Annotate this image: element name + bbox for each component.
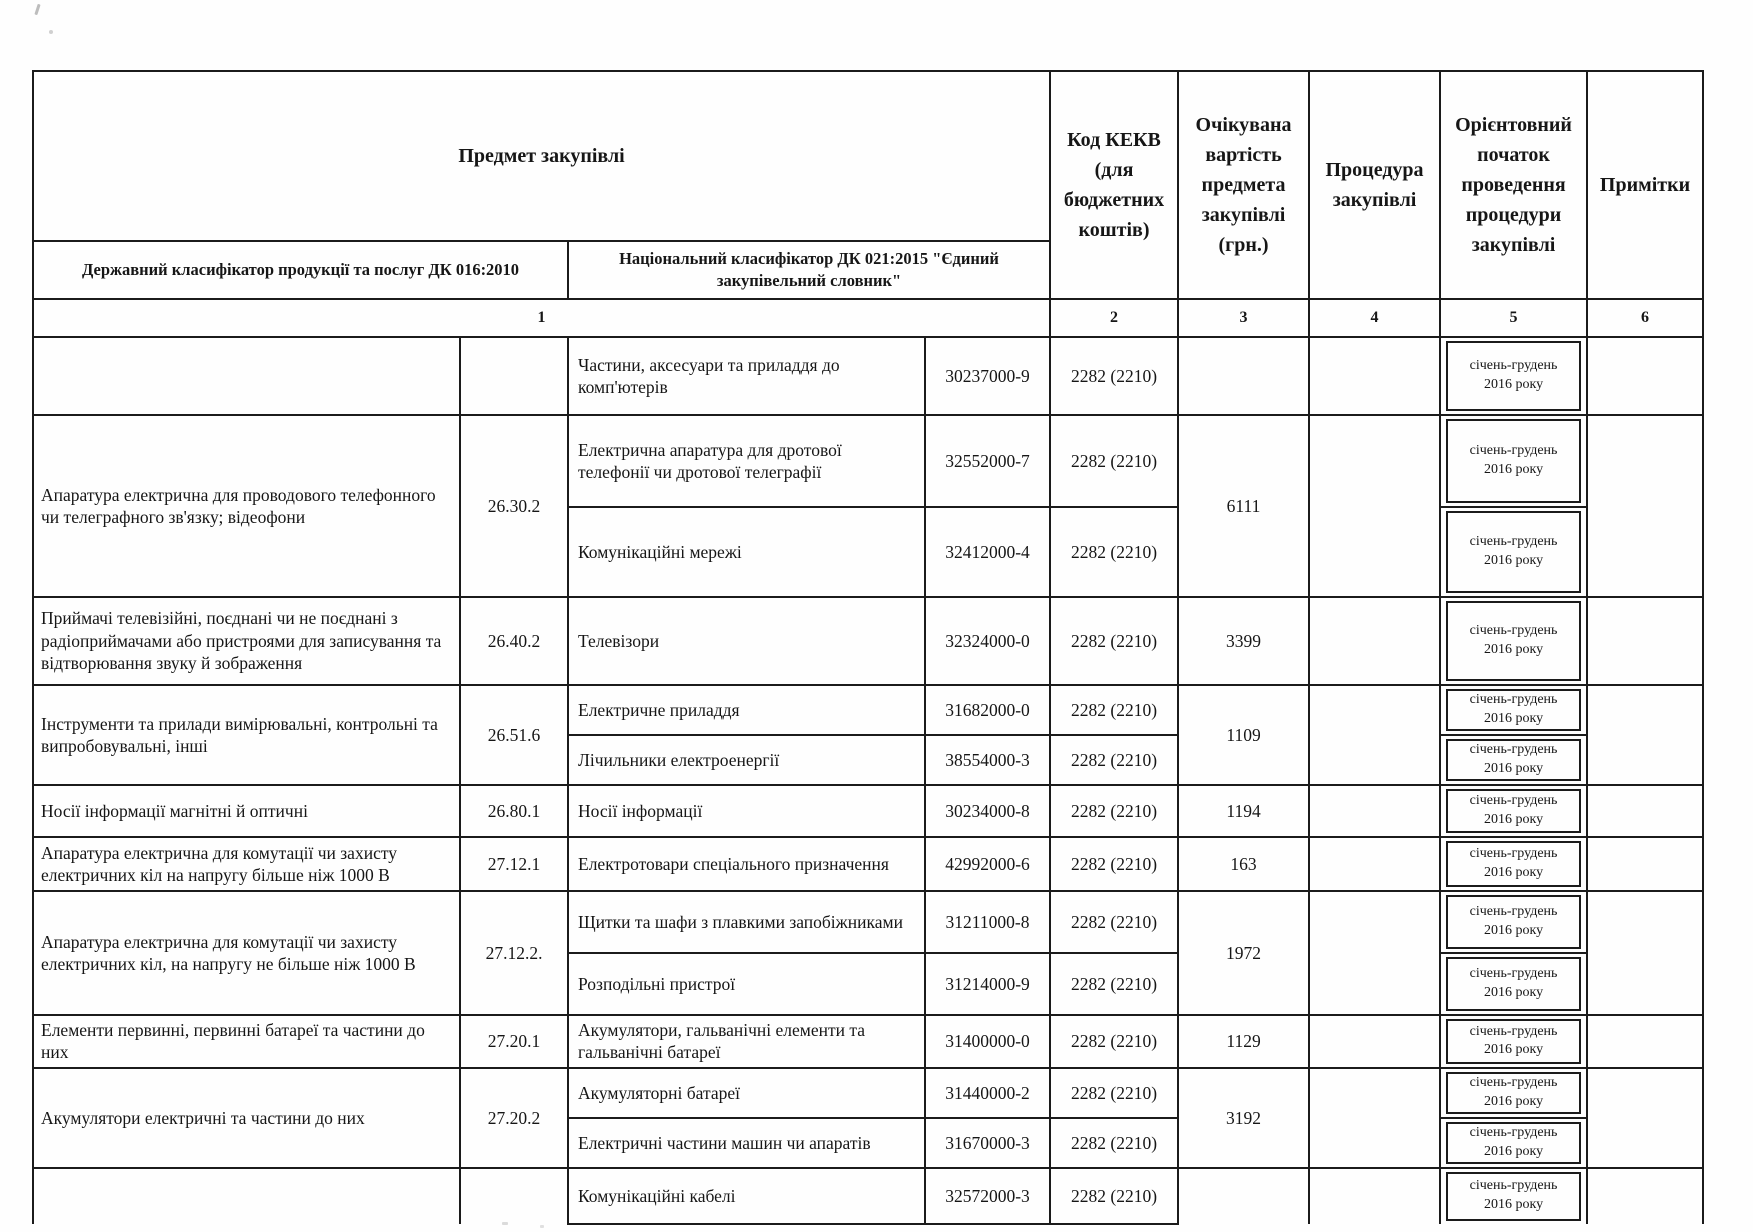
dk016-description-cell: Інструменти та прилади вимірювальні, контрольні та випробовувальні, інші — [33, 685, 460, 785]
header-kekv-code: Код КЕКВ (для бюджетних коштів) — [1050, 71, 1178, 299]
start-date-cell — [1440, 1068, 1587, 1118]
header-expected-value: Очікувана вартість предмета закупівлі (грн.) — [1178, 71, 1309, 299]
dk021-name-cell: Комунікаційні кабелі — [568, 1168, 925, 1224]
procedure-cell — [1309, 685, 1440, 785]
start-date-cell — [1440, 1168, 1587, 1224]
dk021-name-cell: Електротовари спеціального призначення — [568, 837, 925, 891]
notes-cell — [1587, 891, 1703, 1015]
procedure-cell — [1309, 1015, 1440, 1068]
header-procedure: Процедура закупівлі — [1309, 71, 1440, 299]
kekv-cell: 2282 (2210) — [1050, 1015, 1178, 1068]
dk016-code-cell: 27.12.2. — [460, 891, 568, 1015]
start-date-box: січень-грудень 2016 року — [1446, 511, 1581, 593]
dk021-name-cell: Розподільні пристрої — [568, 953, 925, 1015]
start-date-box: січень-грудень 2016 року — [1446, 419, 1581, 503]
kekv-cell: 2282 (2210) — [1050, 953, 1178, 1015]
kekv-cell: 2282 (2210) — [1050, 1068, 1178, 1118]
dk021-name-cell: Акумулятори, гальванічні елементи та гальванічні батареї — [568, 1015, 925, 1068]
table-row — [33, 1015, 1703, 1068]
start-date-box: січень-грудень 2016 року — [1446, 1019, 1581, 1064]
kekv-cell: 2282 (2210) — [1050, 891, 1178, 953]
kekv-cell: 2282 (2210) — [1050, 785, 1178, 837]
dk016-description-cell — [33, 1168, 460, 1224]
procedure-cell — [1309, 1068, 1440, 1168]
dk016-code-cell: 26.40.2 — [460, 597, 568, 685]
table-row — [33, 337, 1703, 415]
dk021-code-cell: 32324000-0 — [925, 597, 1050, 685]
table-row — [33, 837, 1703, 891]
procedure-cell — [1309, 1168, 1440, 1224]
dk021-code-cell: 31214000-9 — [925, 953, 1050, 1015]
column-number-2: 2 — [1050, 299, 1178, 337]
start-date-box: січень-грудень 2016 року — [1446, 789, 1581, 833]
column-number-4: 4 — [1309, 299, 1440, 337]
expected-value-cell — [1178, 337, 1309, 415]
table-row — [33, 785, 1703, 837]
notes-cell — [1587, 685, 1703, 785]
procedure-cell — [1309, 337, 1440, 415]
notes-cell — [1587, 1168, 1703, 1224]
header-notes: Примітки — [1587, 71, 1703, 299]
dk016-code-cell: 26.30.2 — [460, 415, 568, 597]
start-date-box: січень-грудень 2016 року — [1446, 341, 1581, 411]
start-date-cell — [1440, 507, 1587, 597]
expected-value-cell — [1178, 1168, 1309, 1224]
dk021-code-cell: 31670000-3 — [925, 1118, 1050, 1168]
dk016-code-cell: 27.20.1 — [460, 1015, 568, 1068]
dk016-code-cell: 26.80.1 — [460, 785, 568, 837]
dk021-code-cell: 31440000-2 — [925, 1068, 1050, 1118]
start-date-box: січень-грудень 2016 року — [1446, 841, 1581, 887]
dk016-code-cell: 27.20.2 — [460, 1068, 568, 1168]
start-date-box: січень-грудень 2016 року — [1446, 1122, 1581, 1164]
kekv-cell: 2282 (2210) — [1050, 1118, 1178, 1168]
notes-cell — [1587, 597, 1703, 685]
table-body — [33, 337, 1703, 1224]
expected-value-cell: 6111 — [1178, 415, 1309, 597]
header-classifier-dk021: Національний класифікатор ДК 021:2015 "Єдиний закупівельний словник" — [568, 241, 1050, 299]
start-date-box: січень-грудень 2016 року — [1446, 957, 1581, 1011]
dk021-name-cell: Частини, аксесуари та приладдя до комп'ютерів — [568, 337, 925, 415]
start-date-cell — [1440, 1015, 1587, 1068]
start-date-cell — [1440, 685, 1587, 735]
start-date-cell — [1440, 597, 1587, 685]
table-row — [33, 415, 1703, 507]
dk016-code-cell — [460, 337, 568, 415]
dk021-code-cell: 30237000-9 — [925, 337, 1050, 415]
column-number-5: 5 — [1440, 299, 1587, 337]
expected-value-cell: 1194 — [1178, 785, 1309, 837]
dk021-code-cell: 31211000-8 — [925, 891, 1050, 953]
dk021-code-cell: 31682000-0 — [925, 685, 1050, 735]
procedure-cell — [1309, 891, 1440, 1015]
dk021-code-cell: 38554000-3 — [925, 735, 1050, 785]
dk021-code-cell: 32412000-4 — [925, 507, 1050, 597]
dk021-name-cell: Щитки та шафи з плавкими запобіжниками — [568, 891, 925, 953]
scan-artifact — [49, 30, 53, 34]
start-date-cell — [1440, 953, 1587, 1015]
dk021-name-cell: Електричне приладдя — [568, 685, 925, 735]
column-number-6: 6 — [1587, 299, 1703, 337]
header-subject: Предмет закупівлі — [33, 71, 1050, 241]
start-date-box: січень-грудень 2016 року — [1446, 689, 1581, 731]
expected-value-cell: 3399 — [1178, 597, 1309, 685]
header-row-main — [33, 71, 1703, 241]
dk016-description-cell: Акумулятори електричні та частини до них — [33, 1068, 460, 1168]
start-date-box: січень-грудень 2016 року — [1446, 601, 1581, 681]
procedure-cell — [1309, 837, 1440, 891]
procurement-plan-table — [32, 70, 1704, 1225]
start-date-cell — [1440, 735, 1587, 785]
kekv-cell: 2282 (2210) — [1050, 837, 1178, 891]
dk016-description-cell: Елементи первинні, первинні батареї та частини до них — [33, 1015, 460, 1068]
dk021-code-cell: 32552000-7 — [925, 415, 1050, 507]
table-row — [33, 685, 1703, 735]
procedure-cell — [1309, 785, 1440, 837]
dk021-code-cell: 30234000-8 — [925, 785, 1050, 837]
kekv-cell: 2282 (2210) — [1050, 1168, 1178, 1224]
start-date-box: січень-грудень 2016 року — [1446, 895, 1581, 949]
column-numbers-row — [33, 299, 1703, 337]
dk016-code-cell: 26.51.6 — [460, 685, 568, 785]
column-number-3: 3 — [1178, 299, 1309, 337]
table-row — [33, 891, 1703, 953]
start-date-box: січень-грудень 2016 року — [1446, 1172, 1581, 1221]
dk021-code-cell: 32572000-3 — [925, 1168, 1050, 1224]
start-date-cell — [1440, 1118, 1587, 1168]
dk021-code-cell: 42992000-6 — [925, 837, 1050, 891]
kekv-cell: 2282 (2210) — [1050, 337, 1178, 415]
dk016-description-cell: Апаратура електрична для проводового телефонного чи телеграфного зв'язку; відеофони — [33, 415, 460, 597]
notes-cell — [1587, 1068, 1703, 1168]
dk016-description-cell: Апаратура електрична для комутації чи захисту електричних кіл на напругу більше ніж 1000 В — [33, 837, 460, 891]
notes-cell — [1587, 785, 1703, 837]
kekv-cell: 2282 (2210) — [1050, 415, 1178, 507]
procedure-cell — [1309, 597, 1440, 685]
dk021-code-cell: 31400000-0 — [925, 1015, 1050, 1068]
dk021-name-cell: Носії інформації — [568, 785, 925, 837]
start-date-cell — [1440, 837, 1587, 891]
scan-artifact — [540, 1225, 544, 1228]
expected-value-cell: 3192 — [1178, 1068, 1309, 1168]
scan-artifact — [34, 4, 40, 15]
kekv-cell: 2282 (2210) — [1050, 735, 1178, 785]
dk021-name-cell: Електричні частини машин чи апаратів — [568, 1118, 925, 1168]
kekv-cell: 2282 (2210) — [1050, 685, 1178, 735]
notes-cell — [1587, 337, 1703, 415]
expected-value-cell: 1109 — [1178, 685, 1309, 785]
dk016-description-cell — [33, 337, 460, 415]
dk021-name-cell: Комунікаційні мережі — [568, 507, 925, 597]
expected-value-cell: 163 — [1178, 837, 1309, 891]
expected-value-cell: 1972 — [1178, 891, 1309, 1015]
dk016-code-cell — [460, 1168, 568, 1224]
start-date-box: січень-грудень 2016 року — [1446, 739, 1581, 781]
kekv-cell: 2282 (2210) — [1050, 597, 1178, 685]
start-date-cell — [1440, 415, 1587, 507]
table-row — [33, 1068, 1703, 1118]
header-classifier-dk016: Державний класифікатор продукції та послуг ДК 016:2010 — [33, 241, 568, 299]
dk016-description-cell: Приймачі телевізійні, поєднані чи не поєднані з радіоприймачами або пристроями для записування та відтворювання звуку й зображення — [33, 597, 460, 685]
dk016-code-cell: 27.12.1 — [460, 837, 568, 891]
start-date-cell — [1440, 891, 1587, 953]
notes-cell — [1587, 415, 1703, 597]
dk016-description-cell: Апаратура електрична для комутації чи захисту електричних кіл, на напругу не більше ніж 1000 В — [33, 891, 460, 1015]
notes-cell — [1587, 1015, 1703, 1068]
start-date-cell — [1440, 337, 1587, 415]
dk021-name-cell: Акумуляторні батареї — [568, 1068, 925, 1118]
notes-cell — [1587, 837, 1703, 891]
table-row — [33, 1168, 1703, 1224]
procedure-cell — [1309, 415, 1440, 597]
table-row — [33, 597, 1703, 685]
dk016-description-cell: Носії інформації магнітні й оптичні — [33, 785, 460, 837]
expected-value-cell: 1129 — [1178, 1015, 1309, 1068]
start-date-cell — [1440, 785, 1587, 837]
dk021-name-cell: Лічильники електроенергії — [568, 735, 925, 785]
header-start-date: Орієнтовний початок проведення процедури закупівлі — [1440, 71, 1587, 299]
table-header — [33, 71, 1703, 337]
column-number-1: 1 — [33, 299, 1050, 337]
dk021-name-cell: Телевізори — [568, 597, 925, 685]
start-date-box: січень-грудень 2016 року — [1446, 1072, 1581, 1114]
kekv-cell: 2282 (2210) — [1050, 507, 1178, 597]
dk021-name-cell: Електрична апаратура для дротової телефонії чи дротової телеграфії — [568, 415, 925, 507]
